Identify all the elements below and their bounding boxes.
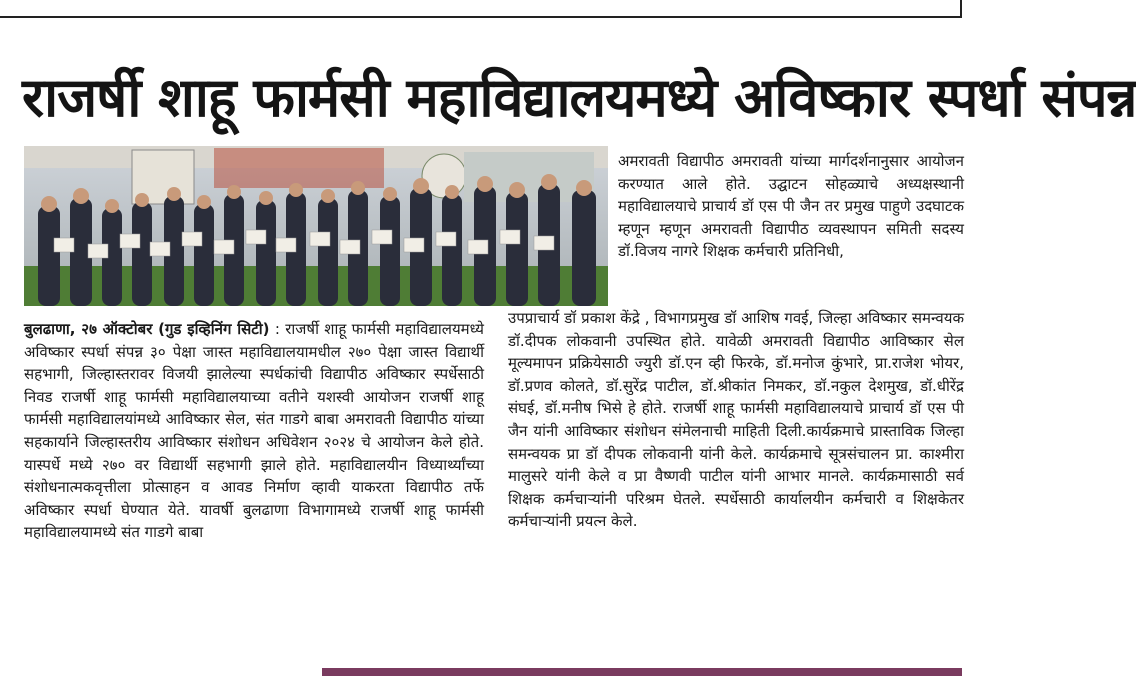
group-photo: [24, 146, 608, 306]
continuation-text: उपप्राचार्य डॉ प्रकाश केंद्रे , विभागप्रमुख डॉ आशिष गवई, जिल्हा अविष्कार समन्वयक डॉ.दीपक लोकवानी उपस्थित होते. यावेळी अमरावती विद्यापीठ आविष्कार सेल मूल्यमापन प्रक्रियेसाठी ज्युरी डॉ.एन व्ही फिरके, डॉ.मनोज कुंभारे, प्रा.राजेश भोयर, डॉ.प्रणव कोलते, डॉ.सुरेंद्र पाटील, डॉ.श्रीकांत निमकर, डॉ.नकुल देशमुख, डॉ.धीरेंद्र संघई, डॉ.मनीष भिसे हे होते. राजर्षी शाहू फार्मसी महाविद्यालयाचे प्राचार्य डॉ एस पी जैन यांनी आविष्कार संशोधन संमेलनाची माहिती दिली.कार्यक्रमाचे प्रास्ताविक जिल्हा समन्वयक प्रा डॉ दीपक लोकवानी यांनी केले. कार्यक्रमाचे सूत्रसंचालन प्रा. काश्मीरा मालुसरे यांनी केले व प्रा वैष्णवी पाटील यांनी आभार मानले. कार्यक्रमासाठी सर्व शिक्षक कर्मचाऱ्यांनी परिश्रम घेतले. स्पर्धेसाठी कार्यालयीन कर्मचारी व शिक्षकेतर कर्मचाऱ्यांनी प्रयत्न केले.: [508, 309, 964, 531]
article-column-right: [618, 150, 964, 263]
article-column-continuation: [508, 307, 964, 533]
lead-text: : राजर्षी शाहू फार्मसी महाविद्यालयमध्ये अविष्कार स्पर्धा संपन्न ३० पेक्षा जास्त महाविद्यालयामधील २७० पेक्षा जास्त विद्यार्थी सहभागी, जिल्हास्तरावर विजयी झालेल्या स्पर्धकांची विद्यापीठ अविष्कार स्पर्धेसाठी निवड राजर्षी शाहू फार्मसी महाविद्यालयाच्या वतीने यशस्वी आयोजन राजर्षी शाहू फार्मसी महाविद्यालयांमध्ये आविष्कार सेल, संत गाडगे बाबा अमरावती विद्यापीठ यांच्या सहकार्याने जिल्हास्तरीय आविष्कार संशोधन अधिवेशन २०२४ चे आयोजन केले होते. यास्पर्धे मध्ये २७० वर विद्यार्थी सहभागी झाले होते. महाविद्यालयीन विध्यार्थ्यांच्या संशोधनात्मकवृत्तीला प्रोत्साहन व आवड निर्माण व्हावी याकरता विद्यापीठ तर्फे अविष्कार स्पर्धा घेण्यात येते. यावर्षी बुलढाणा विभागामध्ये राजर्षी शाहू फार्मसी महाविद्यालयामध्ये संत गाडगे बाबा: [24, 320, 484, 542]
top-border-rule: [0, 0, 962, 18]
next-article-banner: [322, 668, 962, 676]
headline: राजर्षी शाहू फार्मसी महाविद्यालयमध्ये अविष्कार स्पर्धा संपन्न: [22, 66, 1136, 129]
article-column-left: [24, 318, 484, 544]
lead-paragraph: [24, 318, 484, 544]
dateline: बुलढाणा, २७ ऑक्टोबर (गुड इव्हिनिंग सिटी): [24, 320, 270, 338]
right-column-text: अमरावती विद्यापीठ अमरावती यांच्या मार्गदर्शनानुसार आयोजन करण्यात आले होते. उद्घाटन सोहळ्याचे अध्यक्षस्थानी महाविद्यालयाचे प्राचार्य डॉ एस पी जैन तर प्रमुख पाहुणे उदघाटक म्हणून म्हणून अमरावती विद्यापीठ व्यवस्थापन समिती सदस्य डॉ.विजय नागरे शिक्षक कर्मचारी प्रतिनिधी,: [618, 152, 964, 261]
